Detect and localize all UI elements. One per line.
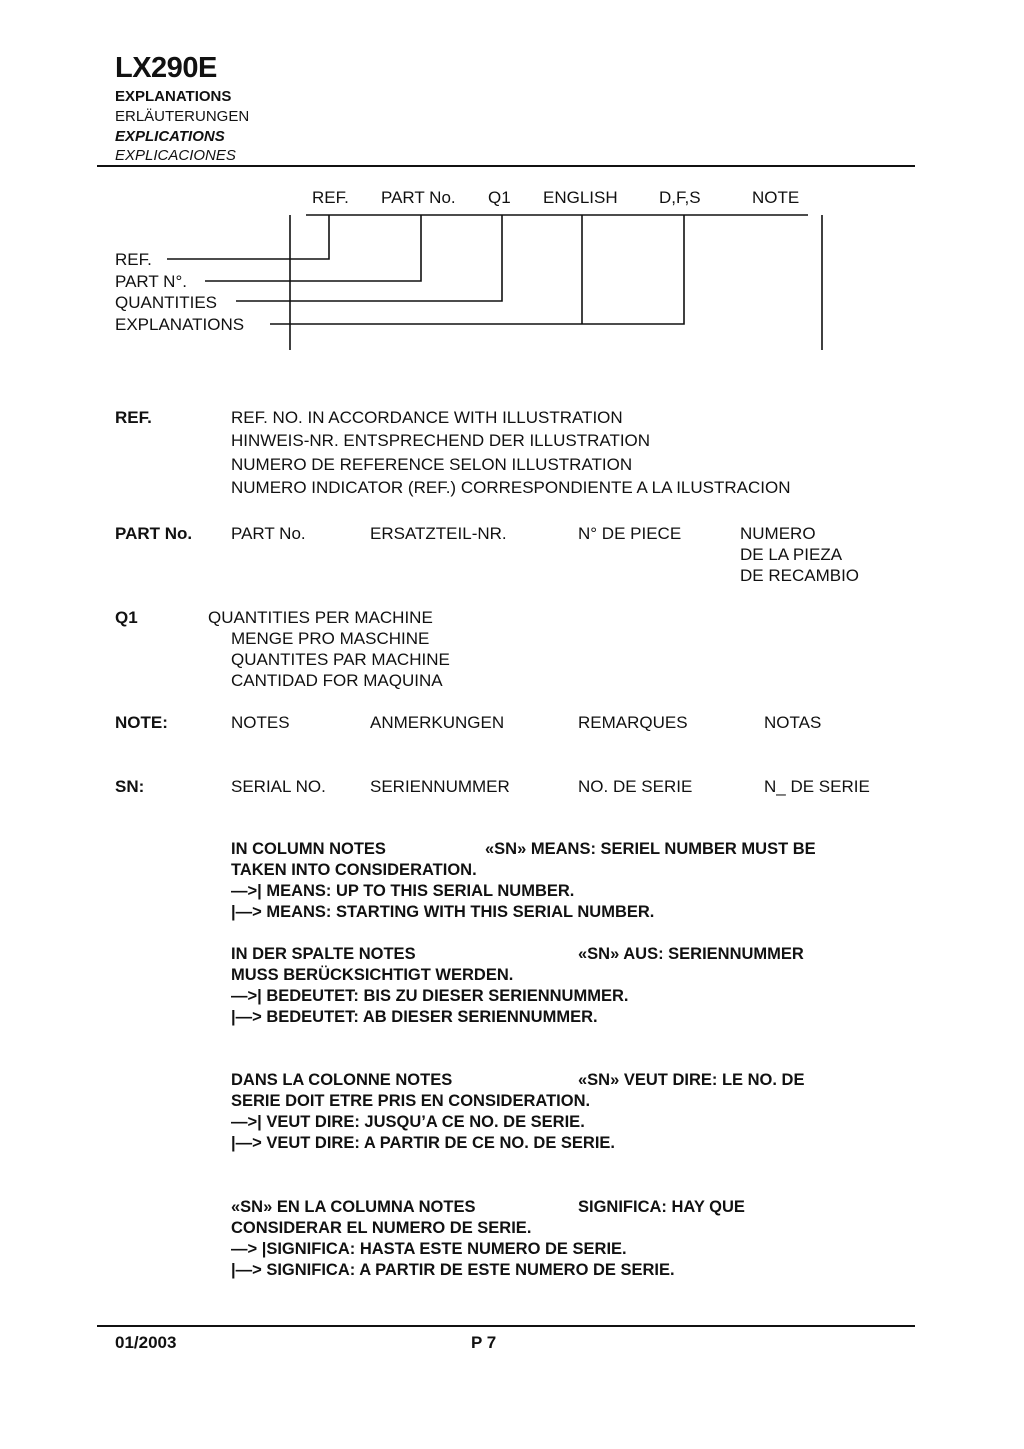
sn-fr: NO. DE SERIE <box>578 777 693 796</box>
notes-es-line3: —> |SIGNIFICA: HASTA ESTE NUMERO DE SERIE. <box>231 1240 627 1258</box>
q1-line-de: MENGE PRO MASCHINE <box>231 629 430 648</box>
part-en: PART No. <box>231 524 306 543</box>
notes-fr-line2: SERIE DOIT ETRE PRIS EN CONSIDERATION. <box>231 1092 591 1110</box>
term-q1: Q1 <box>115 608 138 627</box>
col-dfs: D,F,S <box>659 188 701 207</box>
col-part-no: PART No. <box>381 188 456 207</box>
footer-date: 01/2003 <box>115 1333 177 1352</box>
sn-es: N_ DE SERIE <box>764 777 870 796</box>
notes-es-head-right: SIGNIFICA: HAY QUE <box>578 1198 745 1216</box>
label-ref: REF. <box>115 250 152 269</box>
label-quantities: QUANTITIES <box>115 293 218 312</box>
notes-es-head-left: «SN» EN LA COLUMNA NOTES <box>231 1198 476 1216</box>
notes-fr-head-left: DANS LA COLONNE NOTES <box>231 1071 453 1089</box>
title-german: ERLÄUTERUNGEN <box>115 108 250 125</box>
notes-fr-line3: —>| VEUT DIRE: JUSQU’A CE NO. DE SERIE. <box>231 1113 585 1131</box>
notes-de-line3: —>| BEDEUTET: BIS ZU DIESER SERIENNUMMER. <box>231 987 629 1005</box>
term-part-no: PART No. <box>115 524 193 543</box>
ref-line-en: REF. NO. IN ACCORDANCE WITH ILLUSTRATION <box>231 408 623 427</box>
sn-en: SERIAL NO. <box>231 777 326 796</box>
notes-de-head-right: «SN» AUS: SERIENNUMMER <box>578 945 804 963</box>
label-part: PART N°. <box>115 272 187 291</box>
q1-line-en: QUANTITIES PER MACHINE <box>208 608 433 627</box>
notes-es-line4: |—> SIGNIFICA: A PARTIR DE ESTE NUMERO DE SERIE. <box>231 1261 675 1279</box>
part-es-2: DE LA PIEZA <box>740 545 843 564</box>
notes-en-line4: |—> MEANS: STARTING WITH THIS SERIAL NUMBER. <box>231 903 655 921</box>
ref-line-es: NUMERO INDICATOR (REF.) CORRESPONDIENTE A LA ILUSTRACION <box>231 478 791 497</box>
note-fr: REMARQUES <box>578 713 688 732</box>
title-french: EXPLICATIONS <box>115 128 225 145</box>
notes-de-line4: |—> BEDEUTET: AB DIESER SERIENNUMMER. <box>231 1008 598 1026</box>
term-ref: REF. <box>115 408 152 427</box>
part-de: ERSATZTEIL-NR. <box>370 524 507 543</box>
column-legend-diagram <box>0 0 1024 360</box>
model-title: LX290E <box>115 52 217 84</box>
part-fr: N° DE PIECE <box>578 524 682 543</box>
notes-en-line2: TAKEN INTO CONSIDERATION. <box>231 861 477 879</box>
notes-es-line2: CONSIDERAR EL NUMERO DE SERIE. <box>231 1219 532 1237</box>
label-explanations: EXPLANATIONS <box>115 315 245 334</box>
notes-en-head-right: «SN» MEANS: SERIEL NUMBER MUST BE <box>485 840 816 858</box>
term-note: NOTE: <box>115 713 168 732</box>
notes-en-head-left: IN COLUMN NOTES <box>231 840 386 858</box>
part-connector <box>205 215 421 281</box>
sn-de: SERIENNUMMER <box>370 777 510 796</box>
col-q1: Q1 <box>488 188 511 207</box>
col-ref: REF. <box>312 188 349 207</box>
note-de: ANMERKUNGEN <box>370 713 505 732</box>
notes-en-line3: —>| MEANS: UP TO THIS SERIAL NUMBER. <box>231 882 575 900</box>
part-es-1: NUMERO <box>740 524 816 543</box>
notes-fr-head-right: «SN» VEUT DIRE: LE NO. DE <box>578 1071 805 1089</box>
col-note: NOTE <box>752 188 800 207</box>
col-english: ENGLISH <box>543 188 618 207</box>
term-sn: SN: <box>115 777 145 796</box>
note-en: NOTES <box>231 713 290 732</box>
footer-page-number: P 7 <box>471 1333 497 1352</box>
title-english: EXPLANATIONS <box>115 88 232 105</box>
q1-line-fr: QUANTITES PAR MACHINE <box>231 650 450 669</box>
explanations-connector <box>270 215 684 324</box>
ref-line-de: HINWEIS-NR. ENTSPRECHEND DER ILLUSTRATION <box>231 431 651 450</box>
notes-de-head-left: IN DER SPALTE NOTES <box>231 945 416 963</box>
ref-line-fr: NUMERO DE REFERENCE SELON ILLUSTRATION <box>231 455 633 474</box>
quantities-connector <box>236 215 502 301</box>
notes-fr-line4: |—> VEUT DIRE: A PARTIR DE CE NO. DE SERIE. <box>231 1134 616 1152</box>
part-es-3: DE RECAMBIO <box>740 566 860 585</box>
q1-line-es: CANTIDAD FOR MAQUINA <box>231 671 443 690</box>
ref-connector <box>167 215 329 259</box>
title-spanish: EXPLICACIONES <box>115 147 236 164</box>
footer-rule <box>97 1325 915 1327</box>
notes-de-line2: MUSS BERÜCKSICHTIGT WERDEN. <box>231 966 514 984</box>
note-es: NOTAS <box>764 713 822 732</box>
